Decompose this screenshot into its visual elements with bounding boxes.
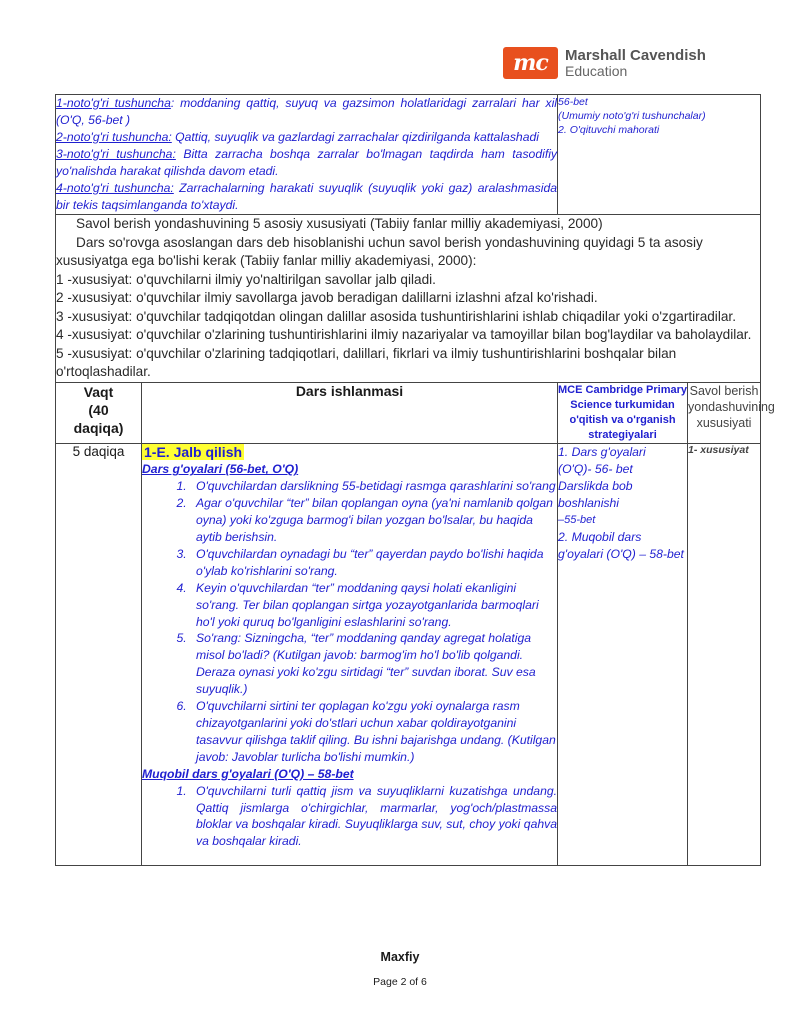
lesson-step: 3. O'quvchilardan oynadagi bu “ter” qayerdan paydo bo'lishi haqida o'ylab ko'rishlarini so'rang. xyxy=(190,546,557,580)
misconceptions-reference-cell xyxy=(558,95,761,215)
alt-lesson-ideas-heading: Muqobil dars g'oyalari (O'Q) – 58-bet xyxy=(142,766,354,781)
misconception-label: 4-noto'g'ri tushuncha: xyxy=(56,181,174,195)
misconception-text: : moddaning qattiq, suyuq va gazsimon holatlaridagi zarralari har xil (O'Q, 56-bet ) xyxy=(56,96,558,127)
mce-ref-1-textbook-page: –55-bet xyxy=(558,513,596,526)
alt-lesson-step: 1. O'quvchilarni turli qattiq jism va suyuqliklarni kuzatishga undang. Qattiq jismlarga o'chirgichlar, marmarlar, yog'och/plastmassa bloklar va boshqalar kiradi. Suyuqliklarga suv, sut, choy yoki qahva va boshqalar kiradi. xyxy=(190,783,557,851)
features-title: Savol berish yondashuvining 5 asosiy xususiyati (Tabiiy fanlar milliy akademiyasi, 2000) xyxy=(76,216,603,231)
misconception-item xyxy=(56,180,557,214)
lesson-step: 2. Agar o'quvchilar “ter” bilan qoplangan oyna (ya'ni namlanib qolgan oyna) yoki ko'zguga barmog'i bilan yozgan bo'lsalar, bu haqida aytib berishsin. xyxy=(190,495,557,546)
header-time-minutes: (40 xyxy=(88,401,109,418)
inquiry-feature-cell: 1- xususiyat xyxy=(688,443,761,865)
misconceptions-cell xyxy=(56,95,558,215)
misconception-text: Qattiq, suyuqlik va gazlardagi zarrachalar qizdirilganda kattalashadi xyxy=(171,130,539,144)
lesson-table xyxy=(55,94,775,866)
misconceptions-row xyxy=(56,95,761,215)
lesson-step: 5. So'rang: Sizningcha, “ter” moddaning qanday agregat holatiga misol bo'ladi? (Kutilgan javob: barmog'im ho'l bo'lib qolgandi. Deraza oynasi yoki ko'zgu sirtidagi “ter” suvdan iborat. Suv esa suyuqlik.) xyxy=(190,630,557,698)
reference-teacher: 2. O'qituvchi mahorati xyxy=(558,124,660,136)
feature-item: 4 -xususiyat: o'quvchilar o'zlarining tushuntirishlarini ilmiy nazariyalar va tamoyillar bilan bog'laydilar va baholaydilar. xyxy=(56,327,752,342)
table-header-row xyxy=(56,382,761,443)
misconception-item xyxy=(56,95,557,129)
lesson-step: 6. O'quvchilarni sirtini ter qoplagan ko'zgu yoki oynalarga rasm chizayotganlarini yoki do'stlari uchun xabar qoldirayotganini tasavvur qilishga taklif qiling. Bu ishni bajarishga undang. (Kutilgan javob: Javoblar turlicha bo'lishi mumkin.) xyxy=(190,698,557,766)
lesson-ideas-heading: Dars g'oyalari (56-bet, O'Q) xyxy=(142,462,299,477)
publisher-logo xyxy=(503,46,713,80)
lesson-step: 4. Keyin o'quvchilardan “ter” moddaning qaysi holati ekanligini so'rang. Ter bilan qoplangan sirtga yozayotganlarida barmoqlari ho'l yoki quruq bo'lganligini eslashlarini so'rang. xyxy=(190,580,557,631)
lesson-steps xyxy=(142,478,557,765)
lesson-content xyxy=(142,443,558,865)
header-mce-strategies: MCE Cambridge Primary Science turkumidan o'qitish va o'rganish strategiyalari xyxy=(558,382,688,443)
mce-ref-1-page: bet xyxy=(615,461,633,476)
misconception-text: Bitta zarracha boshqa zarralar bo'lmagan taqdirda ham tasodifiy yo'nalishda harakat qilishda davom etadi. xyxy=(56,147,558,178)
mce-ref-2: 2. Muqobil dars g'oyalari (O'Q) – 58-bet xyxy=(558,529,684,561)
misconception-item xyxy=(56,146,557,180)
stage-title: 1-E. Jalb qilish xyxy=(144,443,243,460)
feature-item: 2 -xususiyat: o'quvchilar ilmiy savollarga javob beradigan dalillarni izlashni afzal ko'rishadi. xyxy=(56,290,598,305)
alt-lesson-steps xyxy=(142,783,557,851)
feature-item: 1 -xususiyat: o'quvchilarni ilmiy yo'naltirilgan savollar jalb qiladi. xyxy=(56,271,436,287)
lesson-step: 1. O'quvchilardan darslikning 55-betidagi rasmga qarashlarini so'rang xyxy=(190,478,557,495)
header-inquiry-feature: Savol berish yondashuvining xususiyati xyxy=(688,382,761,443)
lesson-row xyxy=(56,443,761,865)
feature-item: 3 -xususiyat: o'quvchilar tadqiqotdan olingan dalillar asosida tushuntirishlarini ishlab chiqadilar yoki o'zgartiradilar. xyxy=(56,308,736,324)
mce-ref-1-source: (O'Q)- 56- xyxy=(558,461,613,476)
logo-mark: mc xyxy=(503,47,558,79)
misconception-text: Zarrachalarning harakati suyuqlik (suyuqlik yoki gaz) aralashmasida bir tekis taqsimlanganda to'xtaydi. xyxy=(56,181,557,212)
header-time-label: Vaqt xyxy=(83,383,114,400)
reference-page: 56-bet xyxy=(558,96,588,108)
mce-strategies-cell xyxy=(558,443,688,865)
header-time xyxy=(56,382,142,443)
feature-item: 5 -xususiyat: o'quvchilar o'zlarining tadqiqotlari, dalillari, fikrlari va ilmiy tushuntirishlarini boshqalar bilan o'rtoqlashadilar. xyxy=(56,345,677,379)
misconception-label: 1-noto'g'ri tushuncha xyxy=(56,96,171,110)
footer-classification: Maxfiy xyxy=(380,950,420,964)
header-lesson-plan: Dars ishlanmasi xyxy=(142,382,558,443)
mce-ref-1: 1. Dars g'oyalari xyxy=(558,444,646,459)
logo-name: Marshall Cavendish xyxy=(565,47,706,64)
header-time-unit: daqiqa) xyxy=(73,419,124,436)
misconception-label: 2-noto'g'ri tushuncha: xyxy=(56,130,172,144)
logo-subtitle: Education xyxy=(565,63,628,79)
reference-title: (Umumiy noto'g'ri tushunchalar) xyxy=(558,110,706,122)
mce-ref-1-textbook: Darslikda bob boshlanishi xyxy=(558,478,633,510)
features-cell xyxy=(56,215,761,383)
footer-page-number: Page 2 of 6 xyxy=(373,976,427,988)
features-row xyxy=(56,215,761,383)
misconception-label: 3-noto'g'ri tushuncha: xyxy=(56,147,176,161)
misconception-item xyxy=(56,129,557,146)
features-intro: Dars so'rovga asoslangan dars deb hisoblanishi uchun savol berish yondashuvining quyidagi 5 ta asosiy xususiyatga ega bo'lishi kerak (Tabiiy fanlar milliy akademiyasi, 2000): xyxy=(56,234,703,268)
lesson-time: 5 daqiqa xyxy=(56,443,142,865)
